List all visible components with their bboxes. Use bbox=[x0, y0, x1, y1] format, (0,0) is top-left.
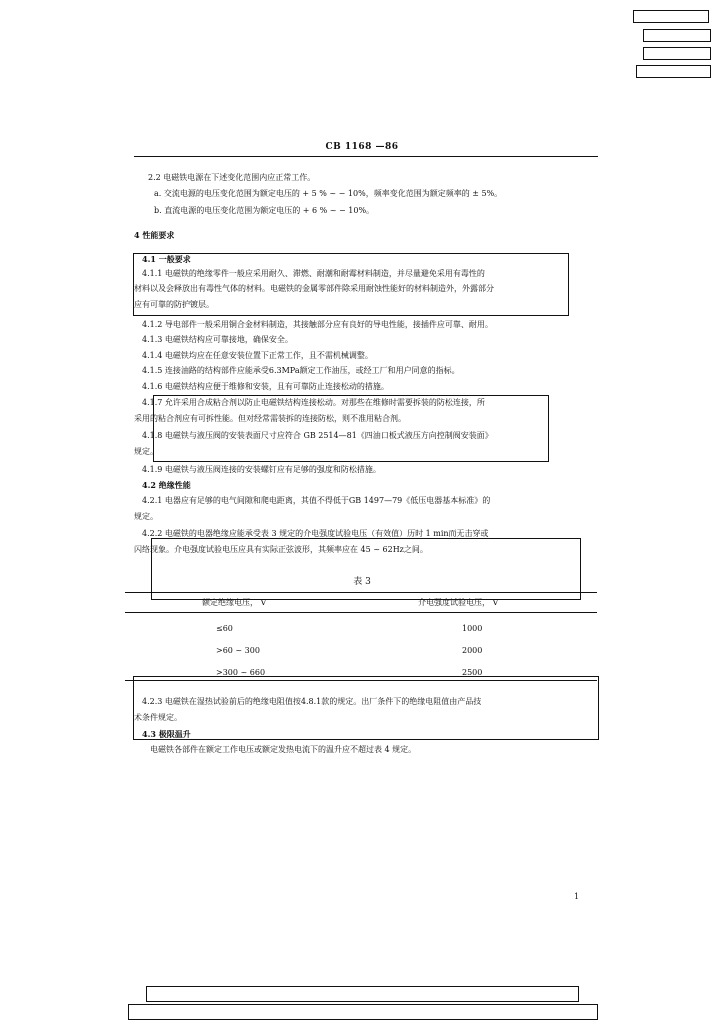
clause-4-2-2-line-2: 闪络现象。介电强度试验电压应具有实际正弦波形，其频率应在 45 ~ 62Hz之间。 bbox=[134, 545, 428, 554]
table-row-1-test: 1000 bbox=[462, 624, 483, 633]
section-4-heading: 4 性能要求 bbox=[134, 230, 175, 240]
clause-2-2-b: b. 直流电源的电压变化范围为额定电压的 + 6 % ~ − 10%。 bbox=[154, 206, 375, 215]
table-3-title: 表 3 bbox=[353, 577, 371, 587]
clause-4-1-8-line-2: 规定。 bbox=[134, 447, 158, 456]
clause-4-1-1-line-3: 应有可靠的防护镀层。 bbox=[134, 300, 214, 309]
annotation-box-3 bbox=[151, 538, 581, 600]
page-number: 1 bbox=[574, 892, 580, 901]
section-4-1-heading: 4.1 一般要求 bbox=[142, 254, 191, 264]
section-4-2-heading: 4.2 绝缘性能 bbox=[142, 480, 191, 490]
clause-4-1-5: 4.1.5 连接油路的结构部件应能承受6.3MPa额定工作油压，或经工厂和用户同意的指标。 bbox=[142, 366, 460, 375]
table-header-test-voltage: 介电强度试验电压， V bbox=[418, 598, 499, 607]
clause-4-1-2: 4.1.2 导电部件一般采用铜合金材料制造，其接触部分应有良好的导电性能，接插件应可靠、耐用。 bbox=[142, 320, 493, 329]
section-4-3-heading: 4.3 极限温升 bbox=[142, 729, 191, 739]
table-row-1-voltage: ≤60 bbox=[216, 624, 233, 633]
clause-4-2-3-line-1: 4.2.3 电磁铁在湿热试验前后的绝缘电阻值按4.8.1款的规定。出厂条件下的绝缘电阻值由产品技 bbox=[142, 697, 482, 706]
stamp-box-1 bbox=[633, 10, 709, 23]
stamp-box-3 bbox=[643, 47, 711, 60]
clause-4-2-2-line-1: 4.2.2 电磁铁的电器绝缘应能承受表 3 规定的介电强度试验电压（有效值）历时 1 min而无击穿或 bbox=[142, 529, 489, 538]
clause-4-2-3-line-2: 术条件规定。 bbox=[134, 713, 182, 722]
clause-4-1-6: 4.1.6 电磁铁结构应便于维修和安装，且有可靠防止连接松动的措施。 bbox=[142, 382, 389, 391]
clause-2-2: 2.2 电磁铁电源在下述变化范围内应正常工作。 bbox=[148, 173, 316, 182]
table-row-2-voltage: >60 ~ 300 bbox=[216, 646, 260, 655]
clause-4-1-1-line-2: 材料以及会释放出有毒性气体的材料。电磁铁的金属零部件除采用耐蚀性能好的材料制造外，外露部分 bbox=[134, 284, 494, 293]
clause-2-2-a: a. 交流电源的电压变化范围为额定电压的 + 5 % ~ − 10%，频率变化范围为额定频率的 ± 5%。 bbox=[154, 189, 503, 198]
table-row-3-test: 2500 bbox=[462, 668, 483, 677]
clause-4-3-text: 电磁铁各部件在额定工作电压或额定发热电流下的温升应不超过表 4 规定。 bbox=[150, 745, 417, 754]
footer-box-2 bbox=[128, 1004, 598, 1020]
clause-4-2-1-line-1: 4.2.1 电器应有足够的电气间隙和爬电距离，其值不得低于GB 1497—79《低压电器基本标准》的 bbox=[142, 496, 491, 505]
document-header: CB 1168 —86 bbox=[325, 142, 399, 152]
header-rule bbox=[134, 156, 598, 157]
annotation-box-4 bbox=[133, 676, 599, 740]
clause-4-1-1-line-1: 4.1.1 电磁铁的绝缘零件一般应采用耐久、滞燃、耐潮和耐霉材料制造，并尽量避免采用有毒性的 bbox=[142, 269, 485, 278]
clause-4-1-8-line-1: 4.1.8 电磁铁与液压阀的安装表面尺寸应符合 GB 2514—81《四油口板式液压方向控制阀安装面》 bbox=[142, 431, 493, 440]
clause-4-1-3: 4.1.3 电磁铁结构应可靠接地，确保安全。 bbox=[142, 335, 293, 344]
stamp-box-2 bbox=[643, 29, 711, 42]
footer-box-1 bbox=[146, 986, 579, 1002]
table-row-2-test: 2000 bbox=[462, 646, 483, 655]
table-header-rated-voltage: 额定绝缘电压， V bbox=[202, 598, 267, 607]
annotation-box-1 bbox=[133, 253, 569, 316]
clause-4-1-7-line-1: 4.1.7 允许采用合成粘合剂以防止电磁铁结构连接松动。对那些在维修时需要拆装的防松连接，所 bbox=[142, 398, 485, 407]
annotation-box-2 bbox=[153, 395, 549, 462]
table-header-rule bbox=[125, 612, 597, 613]
clause-4-1-9: 4.1.9 电磁铁与液压阀连接的安装螺钉应有足够的强度和防松措施。 bbox=[142, 465, 381, 474]
clause-4-1-7-line-2: 采用的粘合剂应有可拆性能。但对经常需装拆的连接防松，则不准用粘合剂。 bbox=[134, 414, 406, 423]
clause-4-2-1-line-2: 规定。 bbox=[134, 512, 158, 521]
clause-4-1-4: 4.1.4 电磁铁均应在任意安装位置下正常工作，且不需机械调整。 bbox=[142, 351, 373, 360]
stamp-box-4 bbox=[636, 65, 711, 78]
table-row-3-voltage: >300 ~ 660 bbox=[216, 668, 266, 677]
